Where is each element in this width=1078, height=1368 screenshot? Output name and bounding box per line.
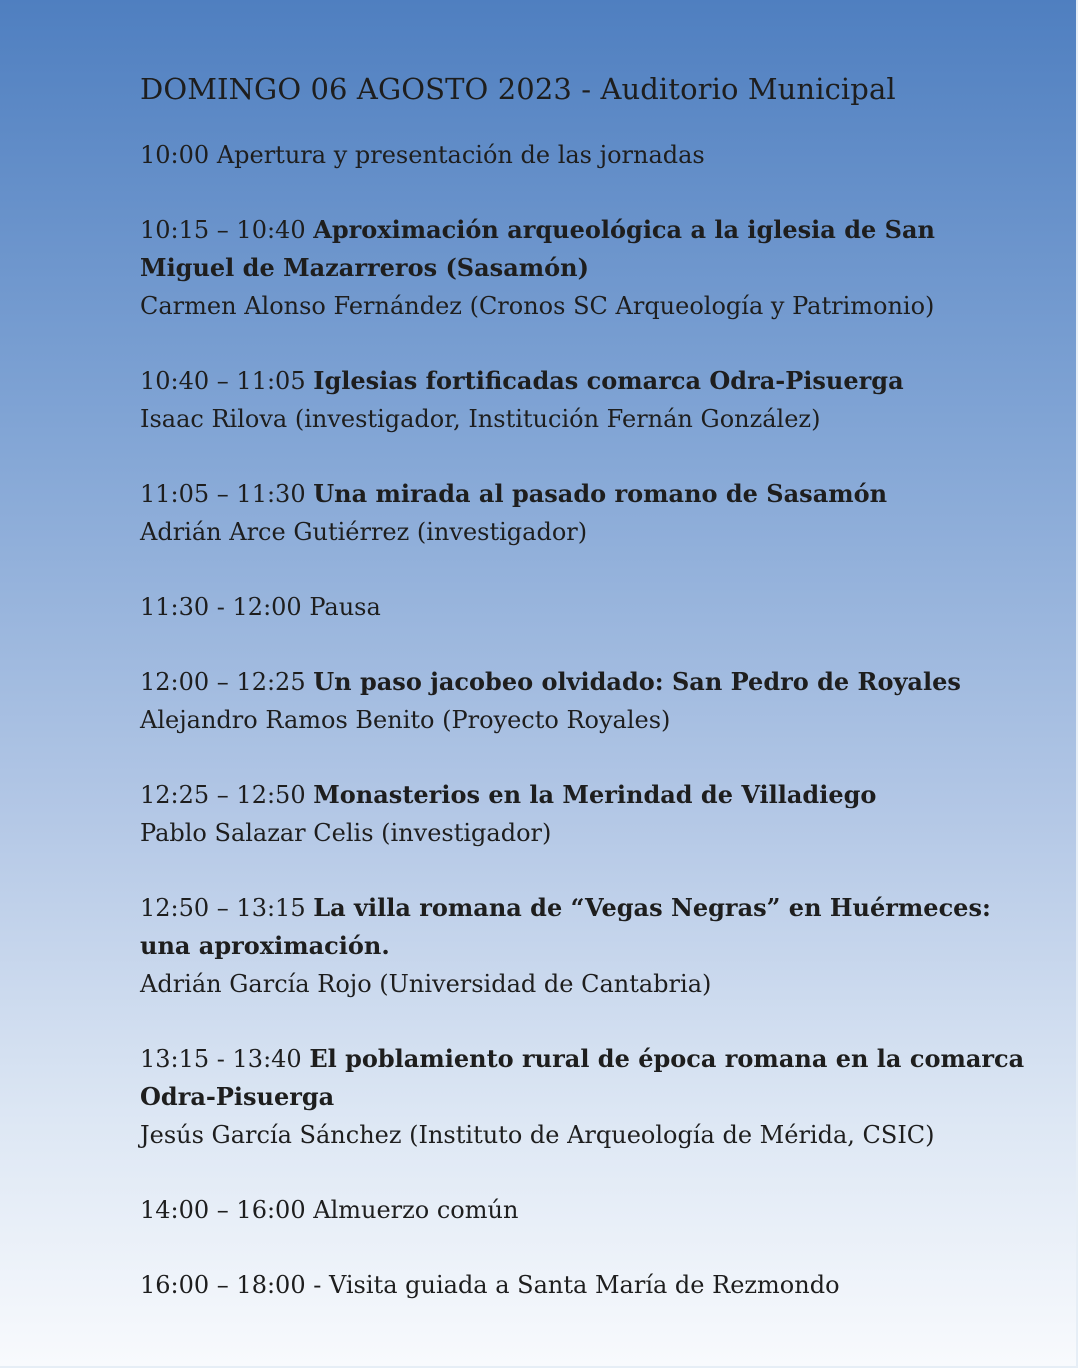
talk-title: Iglesias fortificadas comarca Odra-Pisuerga xyxy=(313,366,904,395)
schedule-entry-break xyxy=(140,588,1030,626)
entry-line xyxy=(140,211,1030,287)
entry-time: 16:00 – 18:00 xyxy=(140,1271,306,1299)
speaker: Isaac Rilova (investigador, Institución Fernán González) xyxy=(140,405,821,433)
entry-time: 10:00 xyxy=(140,141,210,169)
entry-line xyxy=(140,1266,1030,1304)
speaker: Alejandro Ramos Benito (Proyecto Royales) xyxy=(140,706,671,734)
entry-time: 13:15 - 13:40 xyxy=(140,1045,302,1073)
schedule-entry-talk-5 xyxy=(140,776,1030,852)
entry-line xyxy=(140,475,1030,513)
speaker: Carmen Alonso Fernández (Cronos SC Arqueología y Patrimonio) xyxy=(140,292,935,320)
schedule-entry-lunch xyxy=(140,1191,1030,1229)
entry-time: 11:05 – 11:30 xyxy=(140,480,306,508)
program-content xyxy=(140,70,1030,1341)
talk-title: Aproximación arqueológica a la iglesia de San Miguel de Mazarreros (Sasamón) xyxy=(140,215,935,282)
speaker: Pablo Salazar Celis (investigador) xyxy=(140,819,552,847)
talk-title: El poblamiento rural de época romana en la comarca Odra-Pisuerga xyxy=(140,1044,1025,1111)
entry-line xyxy=(140,362,1030,400)
schedule-entry-talk-4 xyxy=(140,663,1030,739)
entry-time: 10:40 – 11:05 xyxy=(140,367,306,395)
entry-line xyxy=(140,588,1030,626)
schedule-entry-opening xyxy=(140,136,1030,174)
talk-title: Una mirada al pasado romano de Sasamón xyxy=(313,479,888,508)
schedule-entry-talk-1 xyxy=(140,211,1030,325)
entry-line xyxy=(140,889,1030,965)
talk-title: La villa romana de “Vegas Negras” en Huérmeces: una aproximación. xyxy=(140,893,991,960)
entry-text: Pausa xyxy=(309,593,381,621)
program-title: DOMINGO 06 AGOSTO 2023 - Auditorio Municipal xyxy=(140,72,896,106)
entry-line xyxy=(140,1040,1030,1116)
schedule-entry-talk-7 xyxy=(140,1040,1030,1154)
speaker: Jesús García Sánchez (Instituto de Arqueología de Mérida, CSIC) xyxy=(140,1121,935,1149)
speaker: Adrián García Rojo (Universidad de Cantabria) xyxy=(140,970,712,998)
talk-title: Un paso jacobeo olvidado: San Pedro de Royales xyxy=(313,667,961,696)
entry-text: Almuerzo común xyxy=(313,1196,519,1224)
entry-time: 11:30 - 12:00 xyxy=(140,593,302,621)
entry-time: 12:50 – 13:15 xyxy=(140,894,306,922)
entry-time: 10:15 – 10:40 xyxy=(140,216,306,244)
schedule-entry-talk-3 xyxy=(140,475,1030,551)
schedule-entry-talk-6 xyxy=(140,889,1030,1003)
entry-time: 14:00 – 16:00 xyxy=(140,1196,306,1224)
entry-line xyxy=(140,776,1030,814)
schedule-entry-visit xyxy=(140,1266,1030,1304)
entry-time: 12:25 – 12:50 xyxy=(140,781,306,809)
entry-line xyxy=(140,663,1030,701)
entry-text: - Visita guiada a Santa María de Rezmondo xyxy=(313,1271,840,1299)
speaker: Adrián Arce Gutiérrez (investigador) xyxy=(140,518,588,546)
schedule-entry-talk-2 xyxy=(140,362,1030,438)
entry-line xyxy=(140,136,1030,174)
entry-text: Apertura y presentación de las jornadas xyxy=(216,141,705,169)
entry-time: 12:00 – 12:25 xyxy=(140,668,306,696)
entry-line xyxy=(140,1191,1030,1229)
talk-title: Monasterios en la Merindad de Villadiego xyxy=(313,780,877,809)
